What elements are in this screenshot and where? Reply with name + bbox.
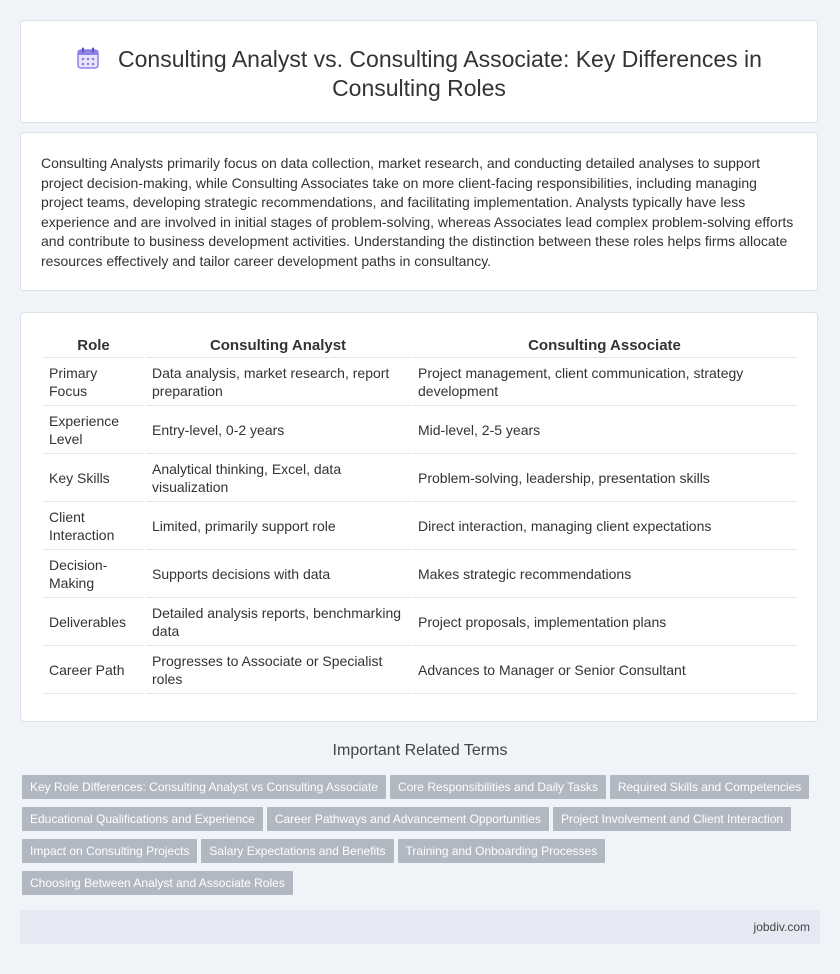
page-title-text: Consulting Analyst vs. Consulting Associate: Key Differences in Consulting Roles — [118, 46, 762, 101]
page-title — [21, 45, 817, 103]
table-row — [43, 646, 797, 694]
table-header-row — [43, 333, 797, 358]
column-header-analyst: Consulting Analyst — [146, 333, 410, 358]
footer — [20, 910, 820, 944]
table-row — [43, 502, 797, 550]
column-header-associate: Consulting Associate — [412, 333, 797, 358]
associate-cell: Mid-level, 2-5 years — [412, 406, 797, 454]
associate-cell: Direct interaction, managing client expectations — [412, 502, 797, 550]
related-term-tag[interactable]: Educational Qualifications and Experience — [22, 807, 263, 831]
analyst-cell: Analytical thinking, Excel, data visualization — [146, 454, 410, 502]
column-header-role: Role — [43, 333, 144, 358]
analyst-cell: Supports decisions with data — [146, 550, 410, 598]
comparison-table-card — [20, 312, 818, 722]
row-label: Career Path — [43, 646, 144, 694]
table-row — [43, 550, 797, 598]
row-label: Key Skills — [43, 454, 144, 502]
analyst-cell: Progresses to Associate or Specialist roles — [146, 646, 410, 694]
associate-cell: Makes strategic recommendations — [412, 550, 797, 598]
associate-cell: Problem-solving, leadership, presentation skills — [412, 454, 797, 502]
row-label: Primary Focus — [43, 358, 144, 406]
analyst-cell: Entry-level, 0-2 years — [146, 406, 410, 454]
header-card — [20, 20, 818, 123]
associate-cell: Project management, client communication, strategy development — [412, 358, 797, 406]
footer-site-link[interactable]: jobdiv.com — [753, 920, 810, 934]
related-term-tag[interactable]: Impact on Consulting Projects — [22, 839, 197, 863]
row-label: Experience Level — [43, 406, 144, 454]
row-label: Decision-Making — [43, 550, 144, 598]
related-term-tag[interactable]: Project Involvement and Client Interaction — [553, 807, 791, 831]
related-term-tag[interactable]: Key Role Differences: Consulting Analyst vs Consulting Associate — [22, 775, 386, 799]
row-label: Client Interaction — [43, 502, 144, 550]
related-term-tag[interactable]: Salary Expectations and Benefits — [201, 839, 393, 863]
related-term-tag[interactable]: Choosing Between Analyst and Associate Roles — [22, 871, 293, 895]
table-row — [43, 598, 797, 646]
related-terms-title: Important Related Terms — [332, 742, 508, 759]
intro-paragraph: Consulting Analysts primarily focus on data collection, market research, and conducting detailed analyses to support project decision-making, while Consulting Associates take on more client-facing responsibilities, including managing project teams, developing strategic recommendations, and facilitating implementation. Analysts typically have less experience and are involved in initial stages of problem-solving, whereas Associates lead complex problem-solving efforts and contribute to business development activities. Understanding the distinction between these roles helps firms allocate resources effectively and tailor career development paths in consultancy. — [41, 155, 794, 269]
analyst-cell: Detailed analysis reports, benchmarking data — [146, 598, 410, 646]
comparison-table — [41, 333, 799, 694]
intro-card — [20, 132, 818, 291]
analyst-cell: Limited, primarily support role — [146, 502, 410, 550]
related-term-tag[interactable]: Required Skills and Competencies — [610, 775, 809, 799]
associate-cell: Project proposals, implementation plans — [412, 598, 797, 646]
row-label: Deliverables — [43, 598, 144, 646]
related-term-tag[interactable]: Training and Onboarding Processes — [398, 839, 606, 863]
table-row — [43, 406, 797, 454]
table-row — [43, 358, 797, 406]
related-term-tag[interactable]: Career Pathways and Advancement Opportunities — [267, 807, 549, 831]
related-terms-tags — [22, 775, 822, 903]
analyst-cell: Data analysis, market research, report preparation — [146, 358, 410, 406]
table-row — [43, 454, 797, 502]
calendar-icon — [76, 46, 100, 70]
associate-cell: Advances to Manager or Senior Consultant — [412, 646, 797, 694]
related-term-tag[interactable]: Core Responsibilities and Daily Tasks — [390, 775, 606, 799]
